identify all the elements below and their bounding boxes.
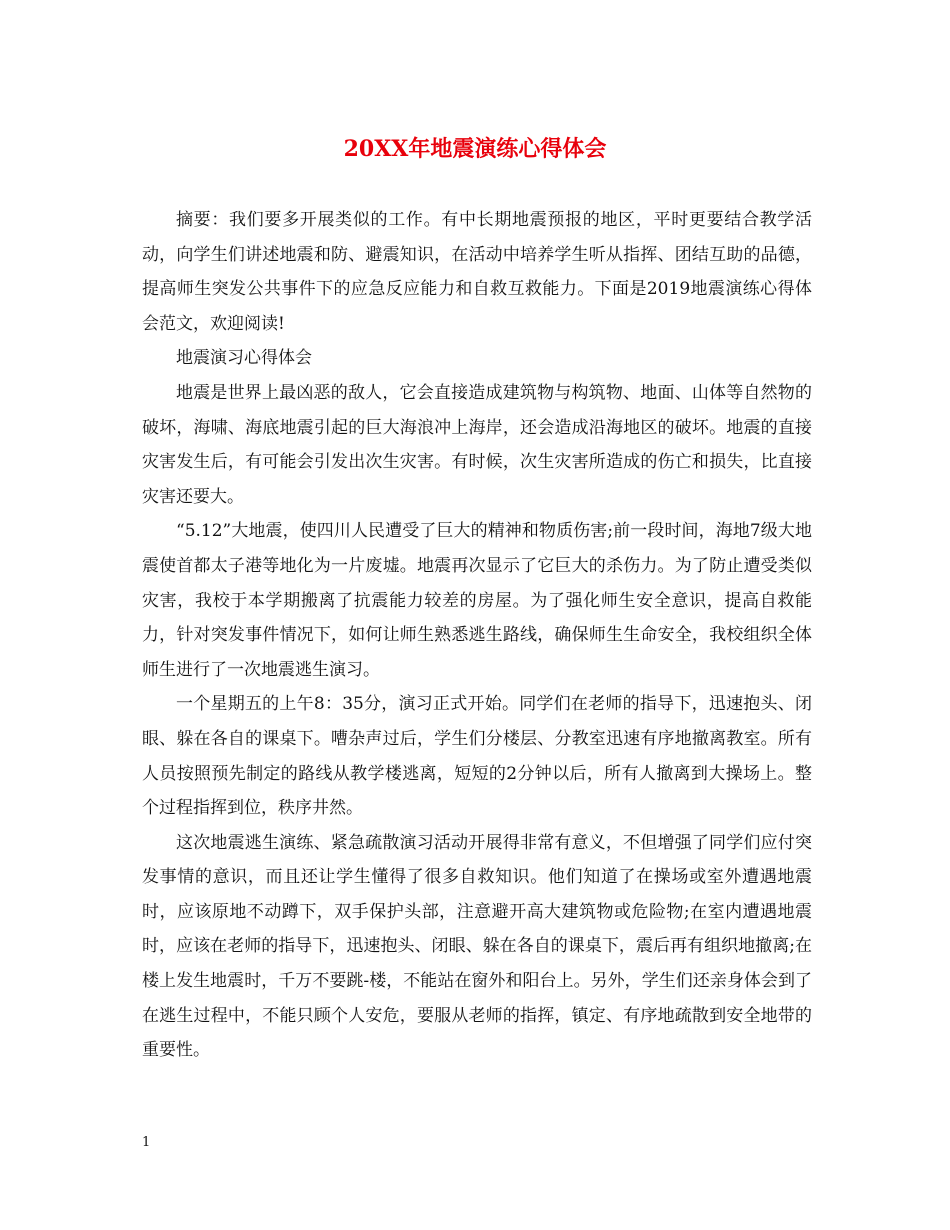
section-heading: 地震演习心得体会 — [176, 348, 312, 369]
body-paragraph: “5.12”大地震，使四川人民遭受了巨大的精神和物质伤害;前一段时间，海地7级大地震使首都太子港等地化为一片废墟。地震再次显示了它巨大的杀伤力。为了防止遭受类似灾害，我校于本学期搬离了抗震能力较差的房屋。为了强化师生安全意识，提高自救能力，针对突发事件情况下，如何让师生熟悉逃生路线，确保师生生命安全，我校组织全体师生进行了一次地震逃生演习。 — [142, 521, 812, 680]
body-paragraph: 地震是世界上最凶恶的敌人，它会直接造成建筑物与构筑物、地面、山体等自然物的破坏，海啸、海底地震引起的巨大海浪冲上海岸，还会造成沿海地区的破坏。地震的直接灾害发生后，有可能会引发出次生灾害。有时候，次生灾害所造成的伤亡和损失，比直接灾害还要大。 — [142, 382, 812, 507]
body-paragraph: 一个星期五的上午8：35分，演习正式开始。同学们在老师的指导下，迅速抱头、闭眼、躲在各自的课桌下。嘈杂声过后，学生们分楼层、分教室迅速有序地撤离教室。所有人员按照预先制定的路线从教学楼逃离，短短的2分钟以后，所有人撤离到大操场上。整个过程指挥到位，秩序井然。 — [142, 694, 812, 819]
body-paragraph: 这次地震逃生演练、紧急疏散演习活动开展得非常有意义，不但增强了同学们应付突发事情的意识，而且还让学生懂得了很多自救知识。他们知道了在操场或室外遭遇地震时，应该原地不动蹲下，双手保护头部，注意避开高大建筑物或危险物;在室内遭遇地震时，应该在老师的指导下，迅速抱头、闭眼、躲在各自的课桌下，震后再有组织地撤离;在楼上发生地震时，千万不要跳-楼，不能站在窗外和阳台上。另外，学生们还亲身体会到了在逃生过程中，不能只顾个人安危，要服从老师的指挥，镇定、有序地疏散到安全地带的重要性。 — [142, 832, 812, 1061]
document-title: 20XX年地震演练心得体会 — [343, 136, 607, 162]
abstract-paragraph: 摘要：我们要多开展类似的工作。有中长期地震预报的地区，平时更要结合教学活动，向学生们讲述地震和防、避震知识，在活动中培养学生听从指挥、团结互助的品德，提高师生突发公共事件下的应急反应能力和自救互救能力。下面是2019地震演练心得体会范文，欢迎阅读! — [142, 210, 812, 334]
page-number: 1 — [142, 1135, 151, 1150]
document-body — [142, 203, 812, 1068]
